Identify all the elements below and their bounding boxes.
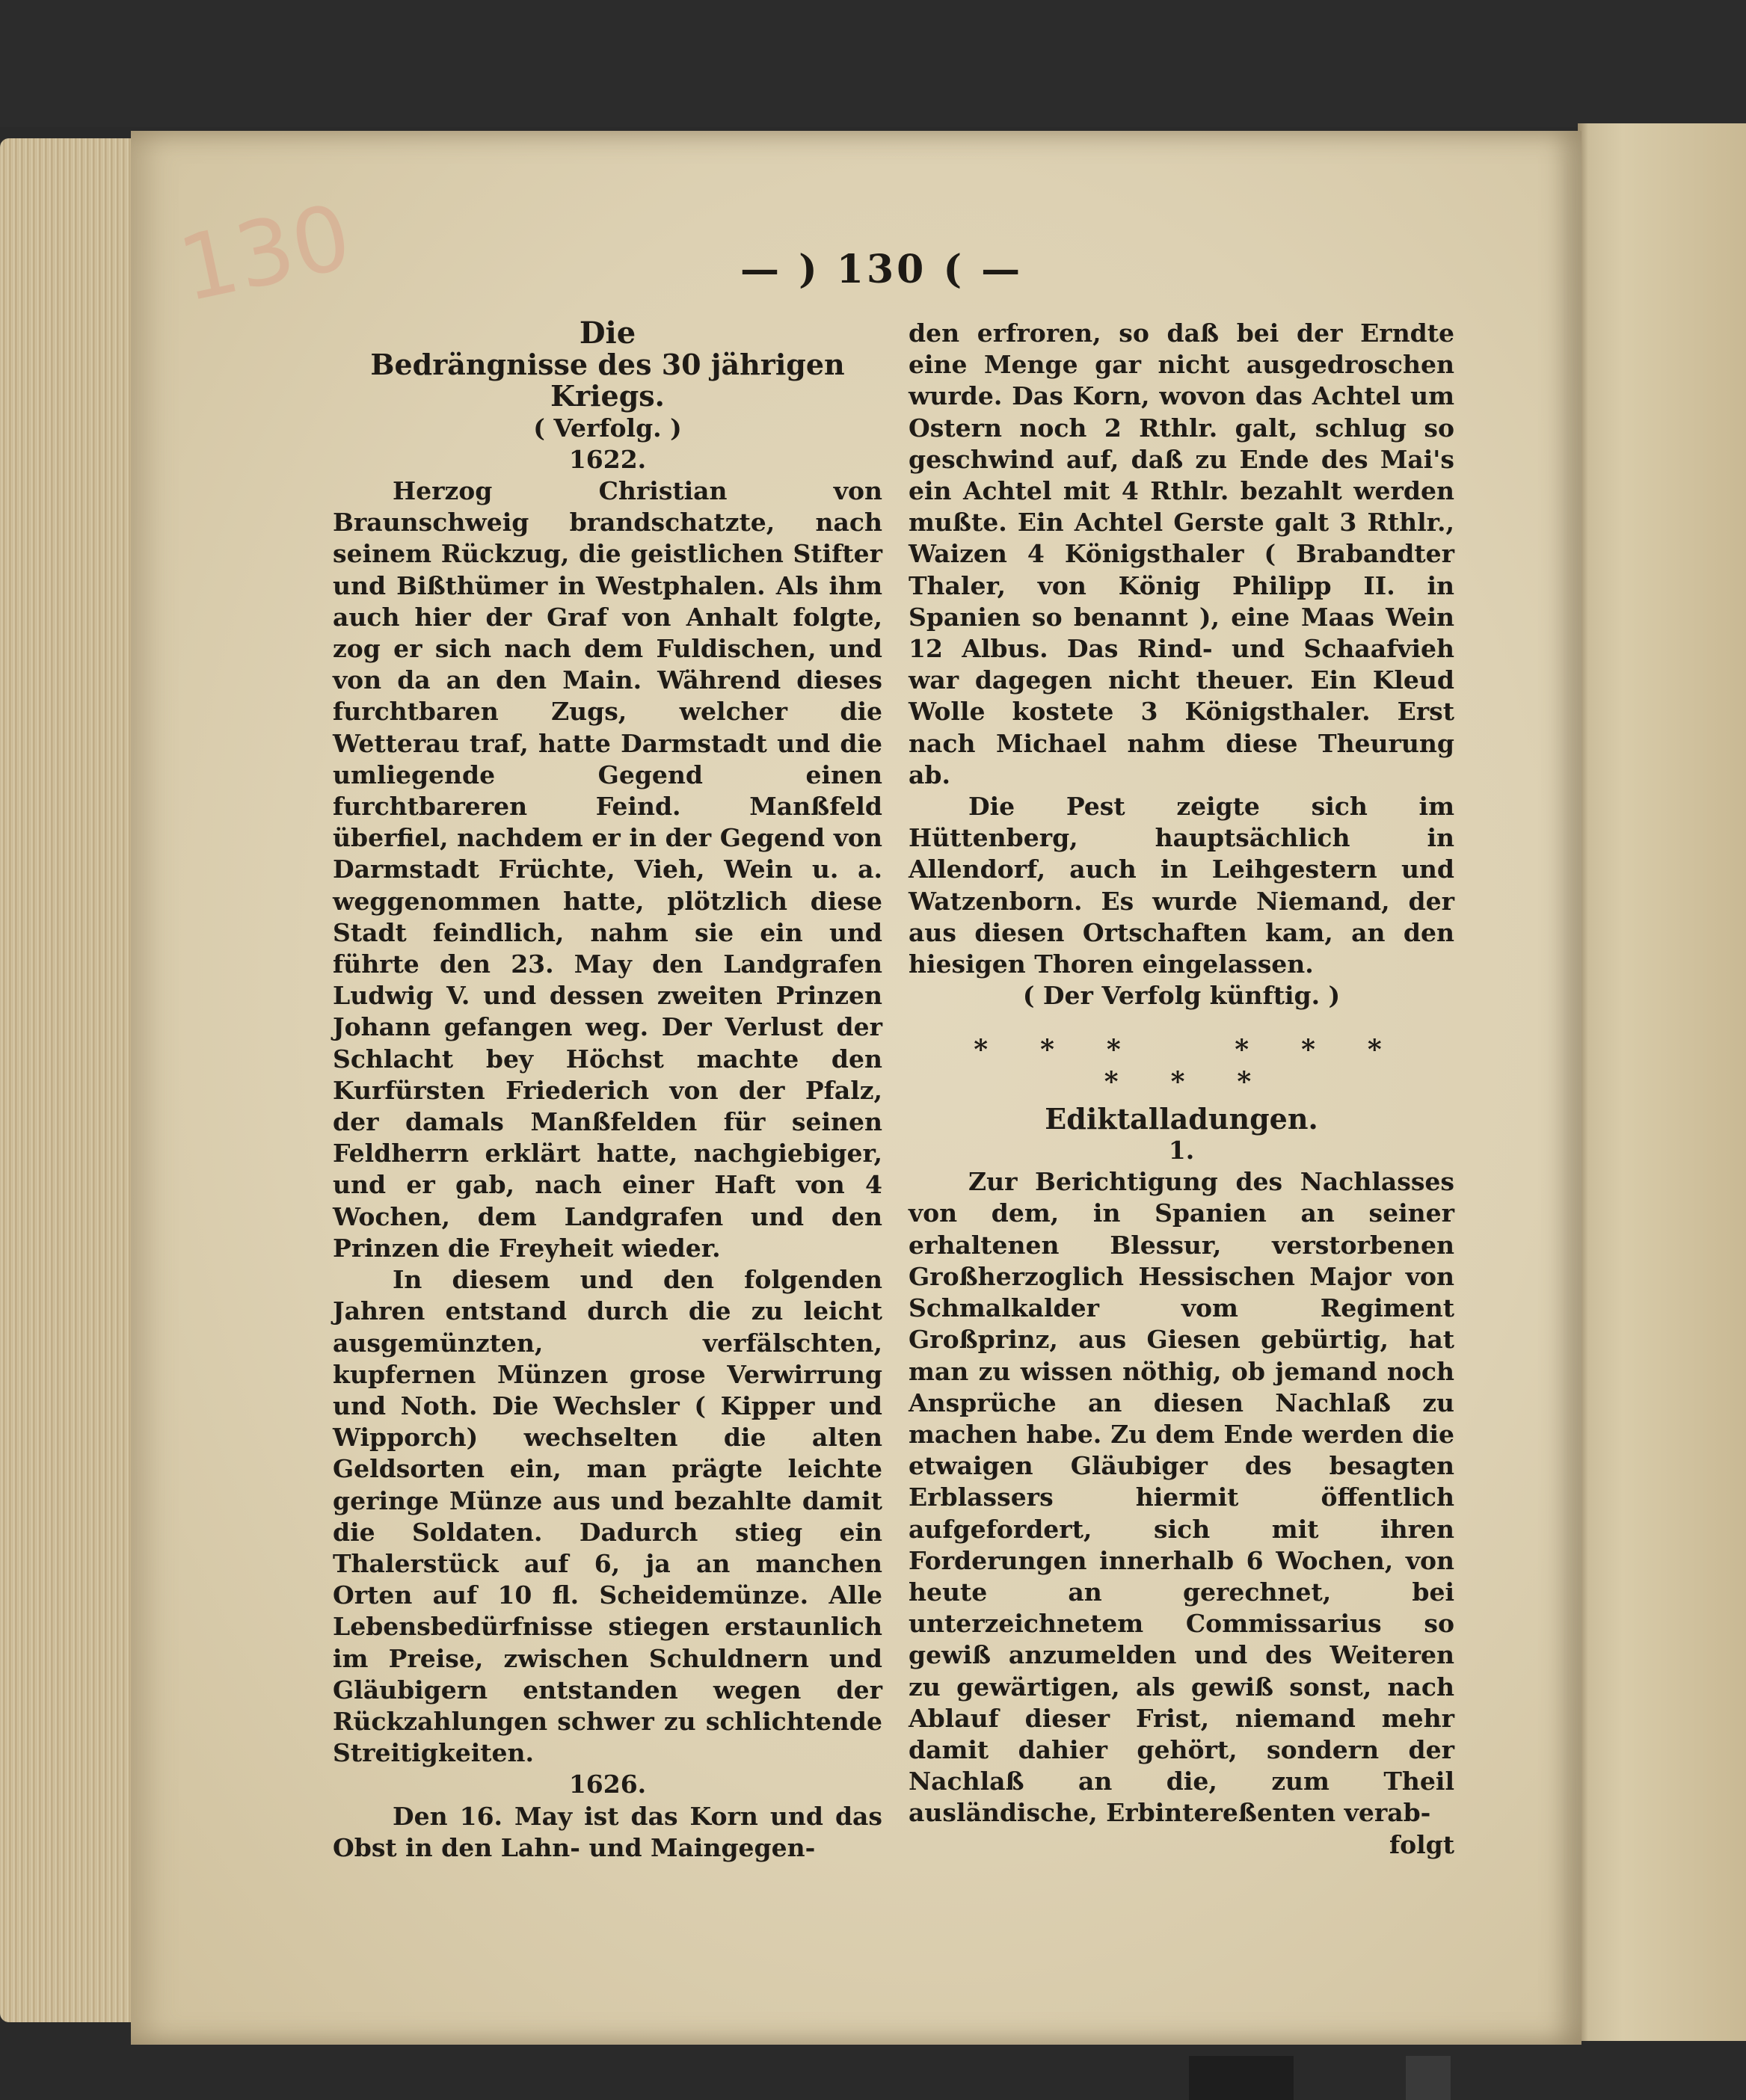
next-page-edge — [1578, 123, 1746, 2052]
year-heading: 1626. — [568, 1770, 647, 1799]
paragraph: Herzog Christian von Braunschweig brandschatzte, nach seinem Rückzug, die geistlichen Stifter und Bißthümer in Westphalen. Als ihm auch hier der Graf von Anhalt folgte, zog er sich nach dem Fuldischen, und von da an den Main. Während dieses furchtbaren Zugs, welcher die Wetterau traf, hatte Darmstadt und die umliegende Gegend einen furchtbareren Feind. Manßfeld überfiel, nachdem er in der Gegend von Darmstadt Früchte, Vieh, Wein u. a. weggenommen hatte, plötzlich diese Stadt feindlich, nahm sie ein und führte den 23. May den Landgrafen Ludwig V. und dessen zweiten Prinzen Johann gefangen weg. Der Verlust der Schlacht bey Höchst machte den Kurfürsten Friederich von der Pfalz, der damals Manßfelden für seinen Feldherrn erklärt hatte, nachgiebiger, und er gab, nach einer Haft von 4 Wochen, dem Landgrafen und den Prinzen die Freyheit wieder. — [333, 476, 882, 1263]
pencil-page-mark: 130 — [170, 185, 360, 323]
left-column — [333, 315, 882, 1864]
article-title-line1: Die — [579, 315, 636, 351]
section-number: 1. — [1168, 1136, 1195, 1166]
paragraph: Die Pest zeigte sich im Hüttenberg, hauptsächlich in Allendorf, auch in Leihgestern und Watzenborn. Es wurde Niemand, der aus diesen Ortschaften kam, an den hiesigen Thoren eingelassen. — [909, 792, 1454, 979]
right-column — [909, 318, 1454, 1861]
scan-color-patch — [1189, 2056, 1294, 2100]
article-subtitle: ( Verfolg. ) — [533, 413, 682, 443]
paragraph: In diesem und den folgenden Jahren entstand durch die zu leicht ausgemünzten, verfälschten, kupfernen Münzen grose Verwirrung und Noth. Die Wechsler ( Kipper und Wipporch) wechselten die alten Geldsorten ein, man prägte leichte geringe Münze aus und bezahlte damit die Soldaten. Dadurch stieg ein Thalerstück auf 6, ja an manchen Orten auf 10 fl. Scheidemünze. Alle Lebensbedürfnisse stiegen erstaunlich im Preise, zwischen Schuldnern und Gläubigern entstanden wegen der Rückzahlungen schwer zu schlichtende Streitigkeiten. — [333, 1265, 882, 1768]
page-number-header: — ) 130 ( — — [740, 247, 1024, 292]
scan-bottom-margin — [0, 2041, 1746, 2100]
section-title: Ediktalladungen. — [1045, 1101, 1318, 1136]
scan-color-patch — [1406, 2056, 1451, 2100]
book-page-edges — [0, 138, 142, 2022]
paragraph: Den 16. May ist das Korn und das Obst in den Lahn- und Maingegen- — [333, 1801, 882, 1862]
scan-top-margin — [0, 0, 1746, 127]
continued-note: ( Der Verfolg künftig. ) — [1022, 981, 1341, 1011]
paragraph: Zur Berichtigung des Nachlasses von dem, in Spanien an seiner erhaltenen Blessur, verstorbenen Großherzoglich Hessischen Major von Schmalkalder vom Regiment Großprinz, aus Giesen gebürtig, hat man zu wissen nöthig, ob jemand noch Ansprüche an diesen Nachlaß zu machen habe. Zu dem Ende werden die etwaigen Gläubiger des besagten Erblassers hiermit öffentlich aufgefordert, sich mit ihren Forderungen innerhalb 6 Wochen, von heute an gerechnet, bei unterzeichnetem Commissarius so gewiß anzumelden und des Weiteren zu gewärtigen, als gewiß sonst, nach Ablauf dieser Frist, niemand mehr damit dahier gehört, sondern der Nachlaß an die, zum Theil ausländische, Erbintereßenten verab- — [909, 1167, 1454, 1828]
year-heading: 1622. — [568, 444, 647, 474]
catchword: folgt — [1389, 1829, 1454, 1859]
article-title-line2: Bedrängnisse des 30 jährigen Kriegs. — [370, 348, 845, 413]
section-divider-stars: *** *** *** — [974, 1034, 1434, 1097]
paragraph: den erfroren, so daß bei der Erndte eine Menge gar nicht ausgedroschen wurde. Das Korn, wovon das Achtel um Ostern noch 2 Rthlr. galt, schlug so geschwind auf, daß zu Ende des Mai's ein Achtel mit 4 Rthlr. bezahlt werden mußte. Ein Achtel Gerste galt 3 Rthlr., Waizen 4 Königsthaler ( Brabandter Thaler, von König Philipp II. in Spanien so benannt ), eine Maas Wein 12 Albus. Das Rind- und Schaafvieh war dagegen nicht theuer. Ein Kleud Wolle kostete 3 Königsthaler. Erst nach Michael nahm diese Theurung ab. — [909, 318, 1454, 789]
